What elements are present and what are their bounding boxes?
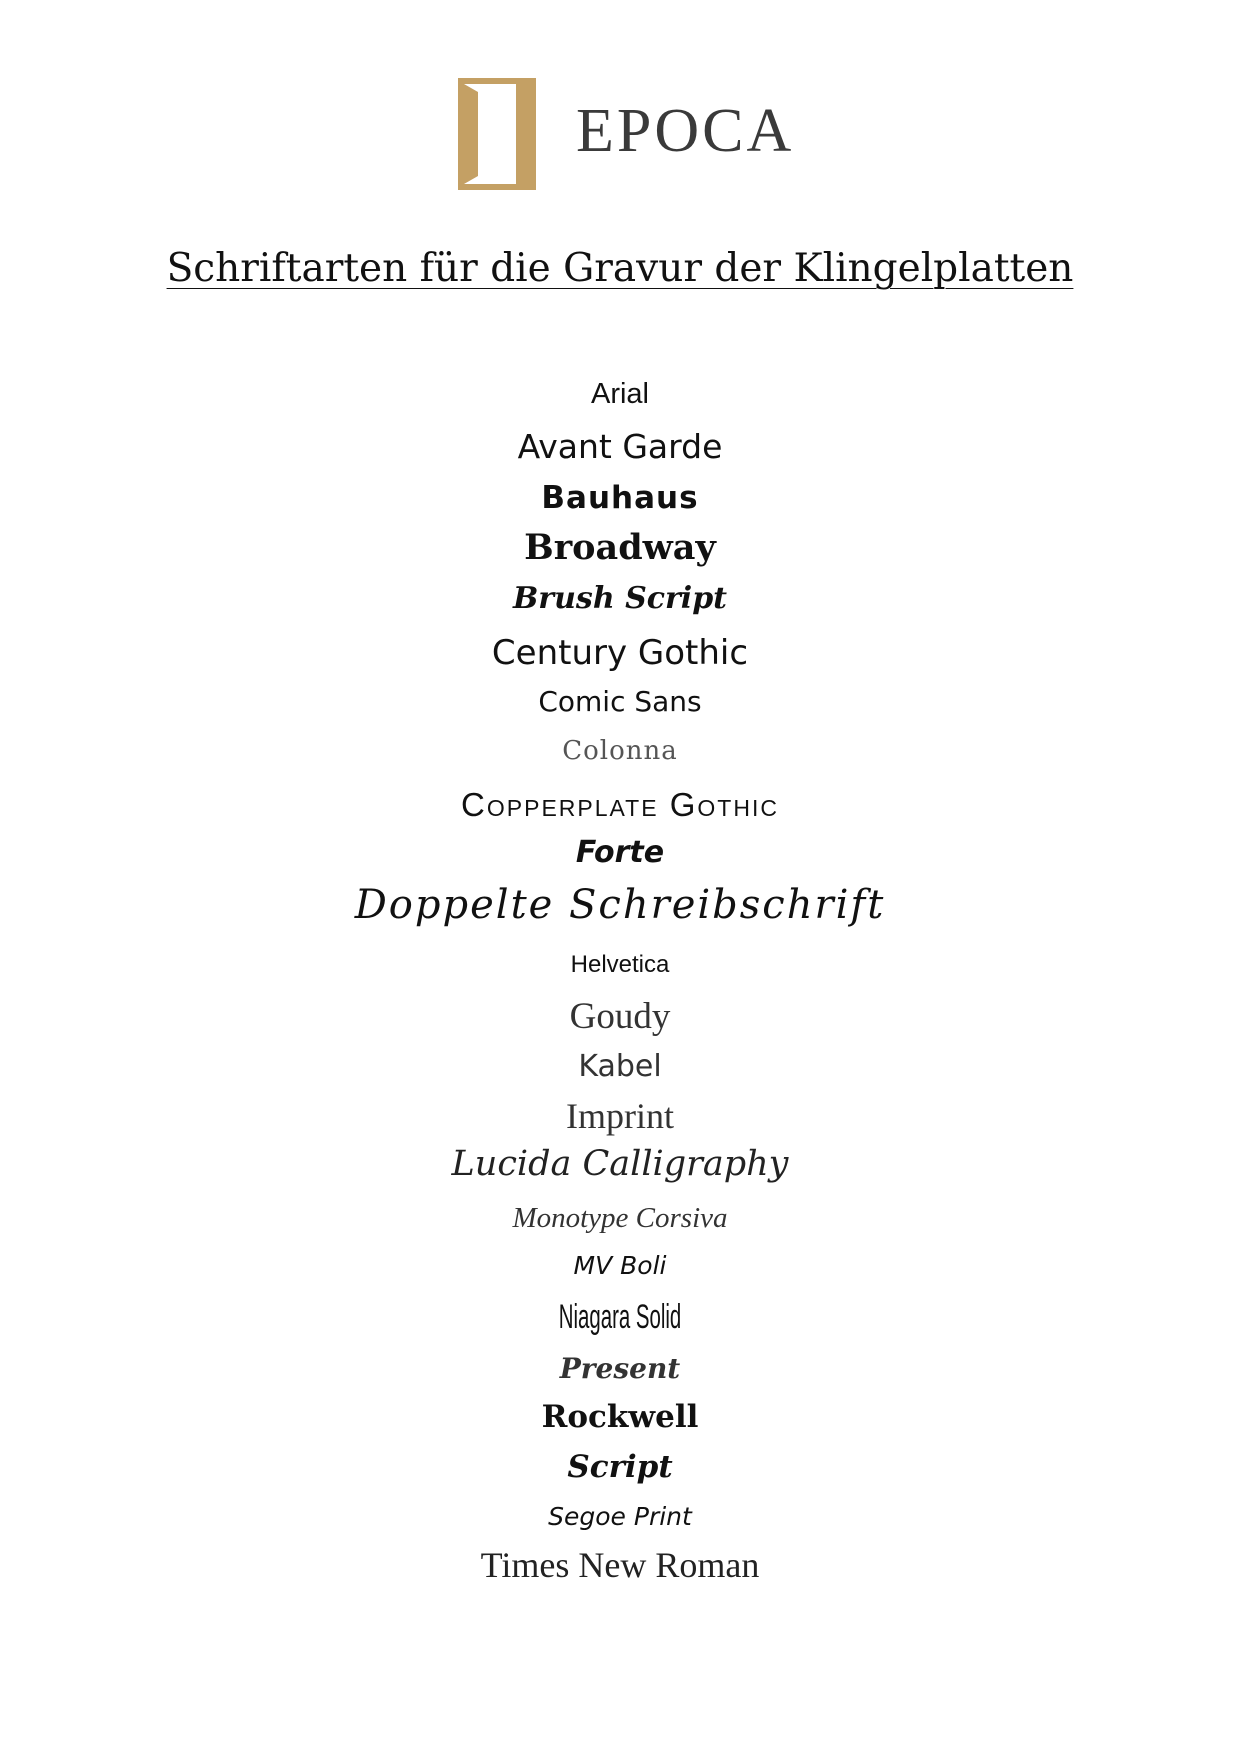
font-sample-niagara-solid: Niagara Solid bbox=[558, 1298, 682, 1336]
font-sample-century-gothic: Century Gothic bbox=[491, 633, 749, 673]
font-sample-forte: Forte bbox=[575, 835, 665, 870]
font-sample-mv-boli: MV Boli bbox=[573, 1251, 667, 1280]
logo-wordmark: EPOCA bbox=[576, 97, 795, 165]
font-sample-monotype-corsiva: Monotype Corsiva bbox=[512, 1202, 728, 1234]
font-sample-bauhaus: Bauhaus bbox=[541, 480, 699, 516]
font-sample-imprint: Imprint bbox=[566, 1096, 674, 1136]
font-sample-avant-garde: Avant Garde bbox=[517, 427, 723, 466]
font-sample-present: Present bbox=[559, 1352, 681, 1385]
font-sample-broadway: Broadway bbox=[524, 527, 716, 568]
page-title: Schriftarten für die Gravur der Klingelplatten bbox=[166, 246, 1074, 291]
font-sample-rockwell: Rockwell bbox=[541, 1399, 699, 1435]
font-sample-times-new-roman: Times New Roman bbox=[480, 1545, 760, 1585]
font-sample-colonna: Colonna bbox=[562, 736, 678, 766]
font-sample-doppelte-schreibschrift: Doppelte Schreibschrift bbox=[354, 882, 886, 928]
font-sample-goudy: Goudy bbox=[569, 996, 671, 1037]
font-sample-kabel: Kabel bbox=[578, 1049, 662, 1084]
font-sample-segoe-print: Segoe Print bbox=[548, 1502, 692, 1531]
font-sample-helvetica: Helvetica bbox=[570, 951, 670, 978]
door-logo-icon bbox=[458, 78, 536, 190]
font-sample-script: Script bbox=[567, 1449, 673, 1485]
font-sample-brush-script: Brush Script bbox=[512, 581, 728, 616]
font-sample-arial: Arial bbox=[590, 378, 649, 410]
epoca-logo bbox=[458, 78, 798, 190]
font-sample-comic-sans: Comic Sans bbox=[538, 685, 702, 718]
font-sample-copperplate-gothic: Copperplate Gothic bbox=[461, 786, 779, 823]
font-sample-lucida-calligraphy: Lucida Calligraphy bbox=[451, 1144, 789, 1184]
